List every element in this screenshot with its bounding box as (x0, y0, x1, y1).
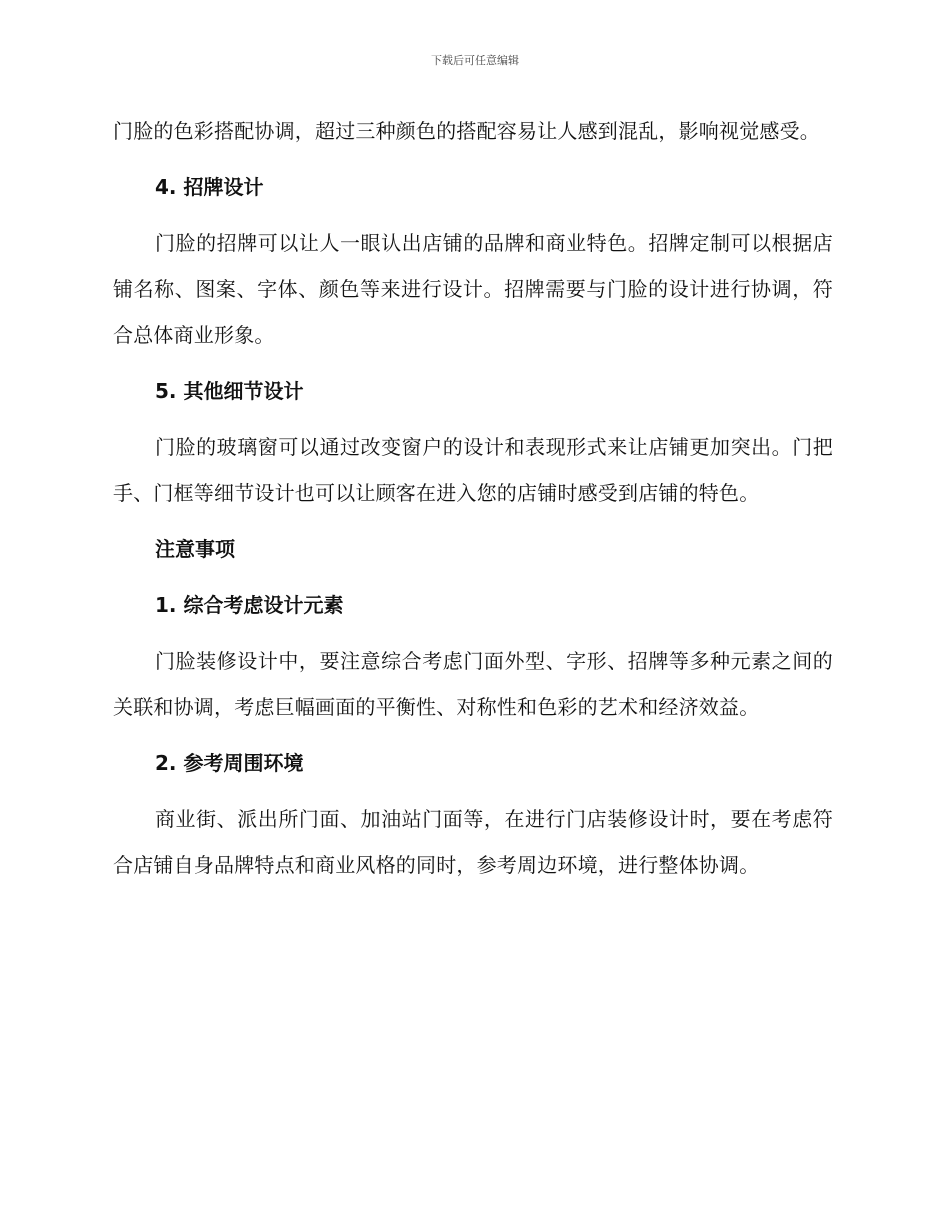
heading-notes: 注意事项 (155, 537, 235, 561)
heading-surroundings: 2. 参考周围环境 (155, 751, 304, 775)
paragraph-other-details: 门脸的玻璃窗可以通过改变窗户的设计和表现形式来让店铺更加突出。门把手、门框等细节设计也可以让顾客在进入您的店铺时感受到店铺的特色。 (113, 435, 833, 505)
document-body (113, 108, 833, 888)
paragraph-design-elements: 门脸装修设计中，要注意综合考虑门面外型、字形、招牌等多种元素之间的关联和协调，考虑巨幅画面的平衡性、对称性和色彩的艺术和经济效益。 (113, 649, 833, 719)
heading-signboard-design: 4. 招牌设计 (155, 175, 264, 199)
heading-design-elements: 1. 综合考虑设计元素 (155, 593, 344, 617)
page-header: 下载后可任意编辑 (431, 54, 519, 67)
heading-other-details: 5. 其他细节设计 (155, 379, 304, 403)
paragraph-color-matching: 门脸的色彩搭配协调，超过三种颜色的搭配容易让人感到混乱，影响视觉感受。 (113, 119, 820, 143)
paragraph-surroundings: 商业街、派出所门面、加油站门面等，在进行门店装修设计时，要在考虑符合店铺自身品牌特点和商业风格的同时，参考周边环境，进行整体协调。 (113, 807, 833, 877)
paragraph-signboard-design: 门脸的招牌可以让人一眼认出店铺的品牌和商业特色。招牌定制可以根据店铺名称、图案、字体、颜色等来进行设计。招牌需要与门脸的设计进行协调，符合总体商业形象。 (113, 231, 833, 347)
